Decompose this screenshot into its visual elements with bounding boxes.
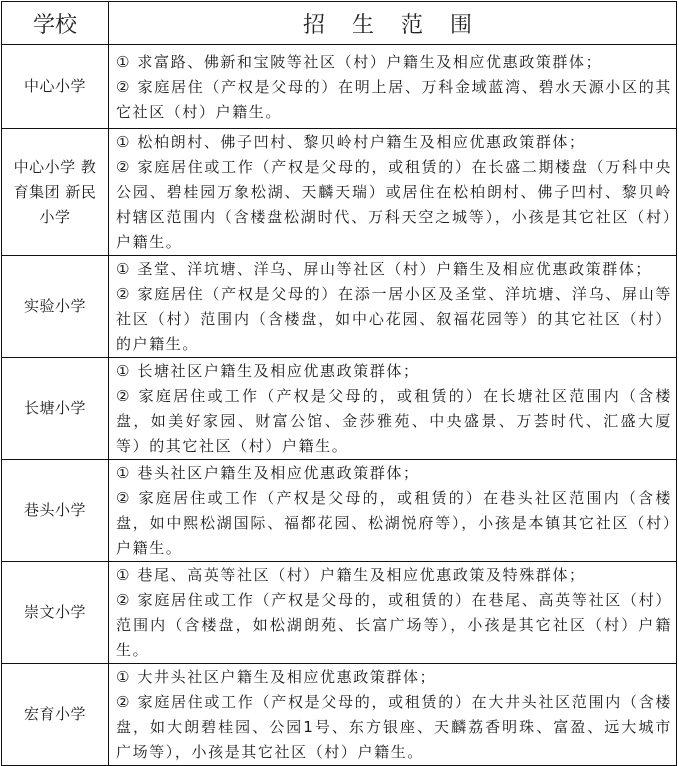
table-row	[2, 562, 677, 664]
table-header-row	[2, 2, 677, 45]
scope-cell	[109, 358, 677, 460]
scope-cell	[109, 664, 677, 766]
school-name: 宏育小学	[2, 664, 109, 766]
school-name: 崇文小学	[2, 562, 109, 664]
scope-item: ① 大井头社区户籍生及相应优惠政策群体；	[116, 668, 437, 686]
table-body	[2, 45, 677, 766]
scope-cell	[109, 256, 677, 358]
scope-item: ① 圣堂、洋坑塘、洋乌、屏山等社区（村）户籍生及相应优惠政策群体；	[116, 260, 653, 278]
scope-item: ② 家庭居住或工作（产权是父母的，或租赁的）在巷尾、高英等社区（村）范围内（含楼盘，如松湖朗苑、长富广场等），小孩是其它社区（村）户籍生。	[116, 591, 672, 659]
scope-item: ② 家庭居住或工作（产权是父母的，或租赁的）在长塘社区范围内（含楼盘，如美好家园、财富公馆、金莎雅苑、中央盛景、万荟时代、汇盛大厦等）的其它社区（村）户籍生。	[116, 387, 672, 455]
scope-item: ② 家庭居住（产权是父母的）在添一居小区及圣堂、洋坑塘、洋乌、屏山等社区（村）范围内（含楼盘，如中心花园、叙福花园等）的其它社区（村）的户籍生。	[116, 285, 672, 353]
scope-cell	[109, 45, 677, 129]
scope-item: ① 松柏朗村、佛子凹村、黎贝岭村户籍生及相应优惠政策群体；	[116, 133, 586, 151]
school-name: 实验小学	[2, 256, 109, 358]
scope-cell	[109, 562, 677, 664]
scope-item: ② 家庭居住或工作（产权是父母的，或租赁的）在长盛二期楼盘（万科中央公园、碧桂园万象松湖、天麟天瑞）或居住在松柏朗村、佛子凹村、黎贝岭村辖区范围内（含楼盘松湖时代、万科天空之城等），小孩是其它社区（村）户籍生。	[116, 158, 672, 251]
scope-cell	[109, 129, 677, 256]
scope-item: ① 巷头社区户籍生及相应优惠政策群体；	[116, 464, 420, 482]
scope-item: ① 长塘社区户籍生及相应优惠政策群体；	[116, 362, 420, 380]
table-row	[2, 358, 677, 460]
scope-item: ① 巷尾、高英等社区（村）户籍生及相应优惠政策及特殊群体；	[116, 566, 586, 584]
school-name: 中心小学	[2, 45, 109, 129]
enrollment-scope-table	[1, 1, 677, 766]
scope-item: ② 家庭居住（产权是父母的）在明上居、万科金域蓝湾、碧水天源小区的其它社区（村）户籍生。	[116, 77, 672, 121]
school-name: 巷头小学	[2, 460, 109, 562]
table-row	[2, 460, 677, 562]
table-row	[2, 256, 677, 358]
table-row	[2, 45, 677, 129]
scope-cell	[109, 460, 677, 562]
school-name: 中心小学 教育集团 新民小学	[2, 129, 109, 256]
table-row	[2, 129, 677, 256]
scope-item: ② 家庭居住或工作（产权是父母的，或租赁的）在大井头社区范围内（含楼盘，如大朗碧桂园、公园1号、东方银座、天麟荔香明珠、富盈、远大城市广场等），小孩是其它社区（村）户籍生。	[116, 693, 672, 761]
scope-item: ① 求富路、佛新和宝陂等社区（村）户籍生及相应优惠政策群体；	[116, 52, 603, 71]
school-name: 长塘小学	[2, 358, 109, 460]
header-school: 学校	[2, 2, 109, 45]
scope-item: ② 家庭居住或工作（产权是父母的，或租赁的）在巷头社区范围内（含楼盘，如中熙松湖国际、福都花园、松湖悦府等），小孩是本镇其它社区（村）户籍生。	[116, 489, 672, 557]
header-scope: 招 生 范 围	[109, 2, 677, 45]
table-row	[2, 664, 677, 766]
